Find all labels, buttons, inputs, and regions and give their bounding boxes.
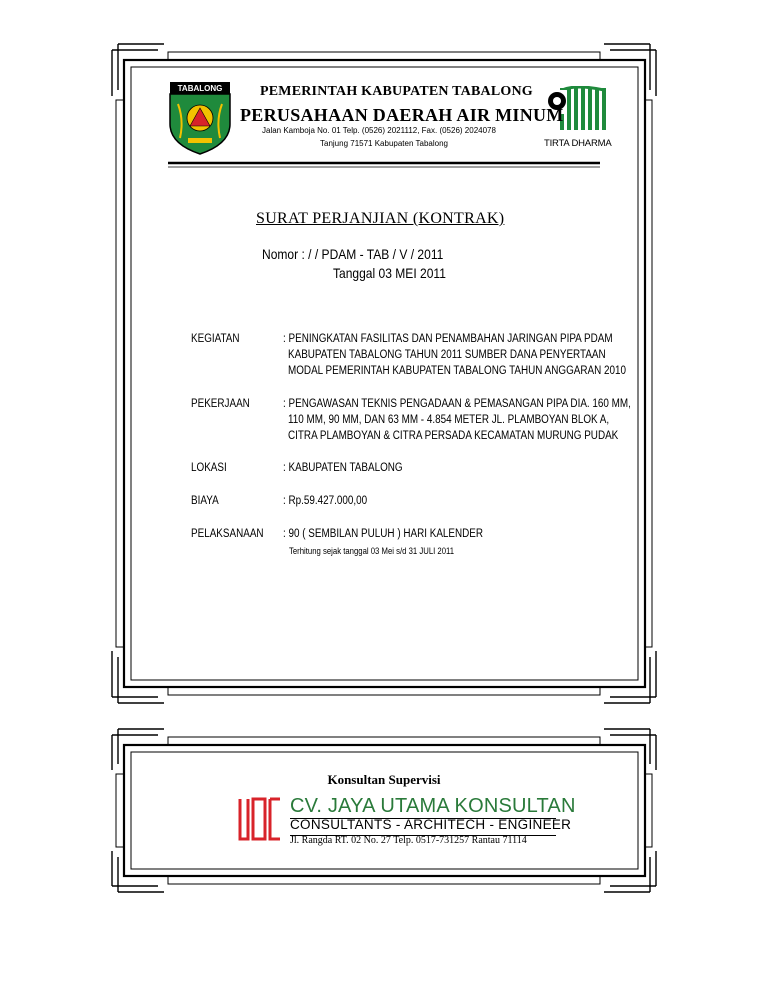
address-line-1: Jalan Kamboja No. 01 Telp. (0526) 2021112, Fax. (0526) 2024078 (262, 126, 496, 135)
pelaksanaan-note: Terhitung sejak tanggal 03 Mei s/d 31 JULI 2011 (289, 546, 455, 556)
jaya-utama-logo-icon (236, 797, 282, 841)
consultant-tagline: CONSULTANTS - ARCHITECH - ENGINEER (290, 817, 572, 832)
address-line-2: Tanjung 71571 Kabupaten Tabalong (320, 139, 448, 148)
company-name: PERUSAHAAN DAERAH AIR MINUM (240, 105, 564, 125)
crest-label: TABALONG (177, 84, 223, 93)
field-label-pekerjaan: PEKERJAAN (191, 398, 250, 410)
field-label-biaya: BIAYA (191, 495, 219, 507)
field-value-lokasi: : KABUPATEN TABALONG (283, 462, 403, 474)
field-value-pekerjaan-line-1: : PENGAWASAN TEKNIS PENGADAAN & PEMASANGAN PIPA DIA. 160 MM, (283, 398, 631, 410)
tirta-dharma-label: TIRTA DHARMA (544, 138, 612, 149)
field-value-kegiatan-line-1: : PENINGKATAN FASILITAS DAN PENAMBAHAN JARINGAN PIPA PDAM (283, 333, 613, 345)
field-value-pekerjaan-line-2: 110 MM, 90 MM, DAN 63 MM - 4.854 METER JL. PLAMBOYAN BLOK A, (288, 414, 610, 426)
consultant-heading: Konsultan Supervisi (327, 772, 441, 787)
field-label-kegiatan: KEGIATAN (191, 333, 240, 345)
document-title: SURAT PERJANJIAN (KONTRAK) (256, 210, 505, 227)
consultant-name: CV. JAYA UTAMA KONSULTAN (290, 795, 576, 817)
field-label-pelaksanaan: PELAKSANAAN (191, 528, 264, 540)
tabalong-crest-icon (166, 80, 234, 156)
field-value-kegiatan-line-2: KABUPATEN TABALONG TAHUN 2011 SUMBER DANA PENYERTAAN (288, 349, 606, 361)
government-name: PEMERINTAH KABUPATEN TABALONG (260, 84, 533, 99)
consultant-address: Jl. Rangda RT. 02 No. 27 Telp. 0517-731257 Rantau 71114 (290, 835, 527, 846)
field-value-pekerjaan-line-3: CITRA PLAMBOYAN & CITRA PERSADA KECAMATAN MURUNG PUDAK (288, 430, 619, 442)
field-label-lokasi: LOKASI (191, 462, 227, 474)
field-value-kegiatan-line-3: MODAL PEMERINTAH KABUPATEN TABALONG TAHUN ANGGARAN 2010 (288, 365, 626, 377)
field-value-pelaksanaan: : 90 ( SEMBILAN PULUH ) HARI KALENDER (283, 528, 484, 540)
field-value-biaya: : Rp.59.427.000,00 (283, 495, 368, 507)
document-number: Nomor : / / PDAM - TAB / V / 2011 (262, 246, 444, 262)
document-date: Tanggal 03 MEI 2011 (333, 265, 446, 281)
